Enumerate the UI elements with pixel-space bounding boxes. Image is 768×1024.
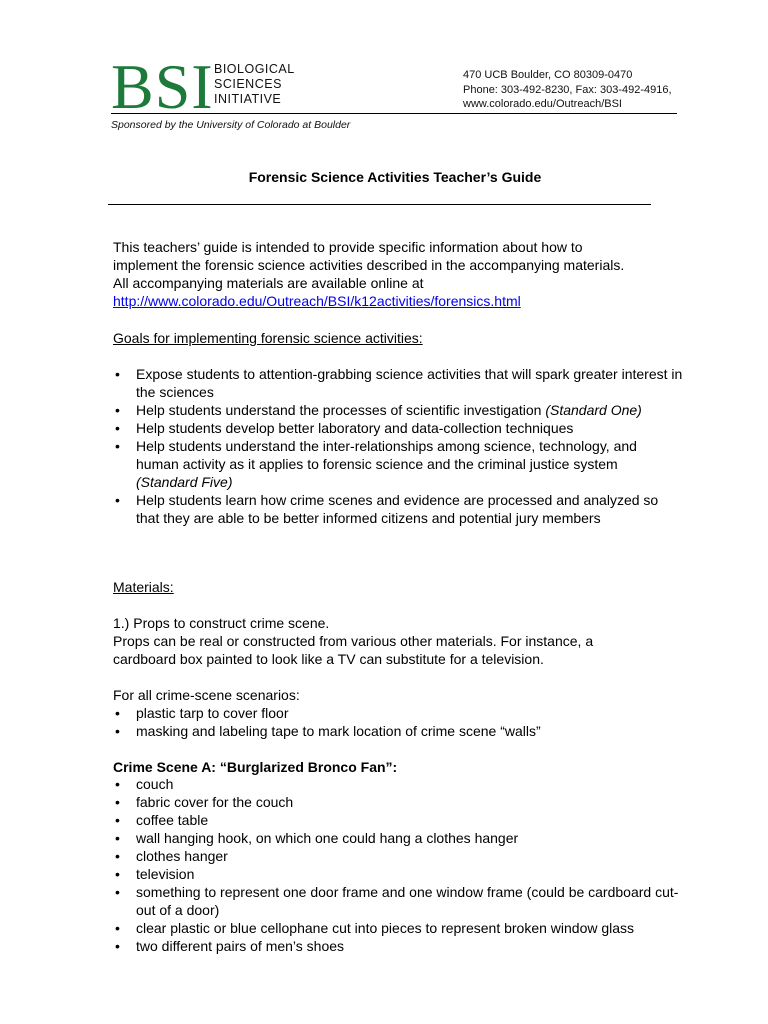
phone-fax-line: Phone: 303-492-8230, Fax: 303-492-4916,	[463, 83, 672, 96]
header-divider	[111, 113, 677, 114]
prop-item: • coffee table	[113, 811, 683, 829]
sponsor-line: Sponsored by the University of Colorado at Boulder	[111, 119, 351, 131]
material-item: • masking and labeling tape to mark location of crime scene “walls”	[113, 722, 683, 740]
intro-line: implement the forensic science activities described in the accompanying materials.	[113, 257, 625, 273]
crime-scene-a-list	[113, 775, 683, 955]
goal-item: • Expose students to attention-grabbing science activities that will spark greater interest in the sciences	[113, 365, 683, 401]
address-block	[463, 68, 672, 112]
document-title: Forensic Science Activities Teacher’s Guide	[248, 169, 542, 185]
material-item: • plastic tarp to cover floor	[113, 704, 683, 722]
prop-item: • clear plastic or blue cellophane cut into pieces to represent broken window glass	[113, 919, 683, 937]
bsi-logo	[111, 51, 214, 122]
forensics-activities-link[interactable]: http://www.colorado.edu/Outreach/BSI/k12activities/forensics.html	[113, 293, 521, 309]
address-line: 470 UCB Boulder, CO 80309-0470	[463, 69, 633, 81]
intro-line: This teachers’ guide is intended to provide specific information about how to	[113, 239, 583, 255]
all-scenarios-heading: For all crime-scene scenarios:	[113, 687, 300, 703]
standard-note: (Standard One)	[545, 402, 642, 418]
website-line: www.colorado.edu/Outreach/BSI	[463, 98, 622, 110]
goal-item: • Help students learn how crime scenes and evidence are processed and analyzed so that they are able to be better informed citizens and potential jury members	[113, 491, 683, 527]
logo-word: INITIATIVE	[214, 92, 282, 106]
all-scenarios-list	[113, 704, 683, 740]
intro-line: All accompanying materials are available online at	[113, 275, 424, 291]
prop-item: • fabric cover for the couch	[113, 793, 683, 811]
crime-scene-a-heading: Crime Scene A: “Burglarized Bronco Fan”:	[113, 759, 398, 775]
prop-item: • something to represent one door frame and one window frame (could be cardboard cut-out of a door)	[113, 883, 683, 919]
goal-item: • Help students understand the processes of scientific investigation (Standard One)	[113, 401, 683, 419]
intro-paragraph	[113, 238, 624, 310]
prop-item: • wall hanging hook, on which one could hang a clothes hanger	[113, 829, 683, 847]
materials-heading: Materials:	[113, 579, 174, 595]
props-line: cardboard box painted to look like a TV can substitute for a television.	[113, 651, 544, 667]
goal-item: • Help students understand the inter-relationships among science, technology, and human activity as it applies to forensic science and the criminal justice system (Standard Five)	[113, 437, 683, 491]
prop-item: • couch	[113, 775, 683, 793]
standard-note: (Standard Five)	[136, 474, 233, 490]
goals-heading: Goals for implementing forensic science activities:	[113, 330, 423, 346]
prop-item: • television	[113, 865, 683, 883]
goals-list	[113, 365, 683, 527]
goal-item: • Help students develop better laboratory and data-collection techniques	[113, 419, 683, 437]
step-label: 1.) Props to construct crime scene.	[113, 615, 330, 631]
props-line: Props can be real or constructed from various other materials. For instance, a	[113, 633, 594, 649]
prop-item: • two different pairs of men’s shoes	[113, 937, 683, 955]
logo-words	[214, 62, 295, 107]
title-divider	[108, 204, 651, 205]
materials-step-1	[113, 614, 593, 668]
logo-word: BIOLOGICAL	[214, 62, 295, 76]
logo-letters: BSI	[111, 51, 214, 122]
prop-item: • clothes hanger	[113, 847, 683, 865]
logo-word: SCIENCES	[214, 77, 282, 91]
